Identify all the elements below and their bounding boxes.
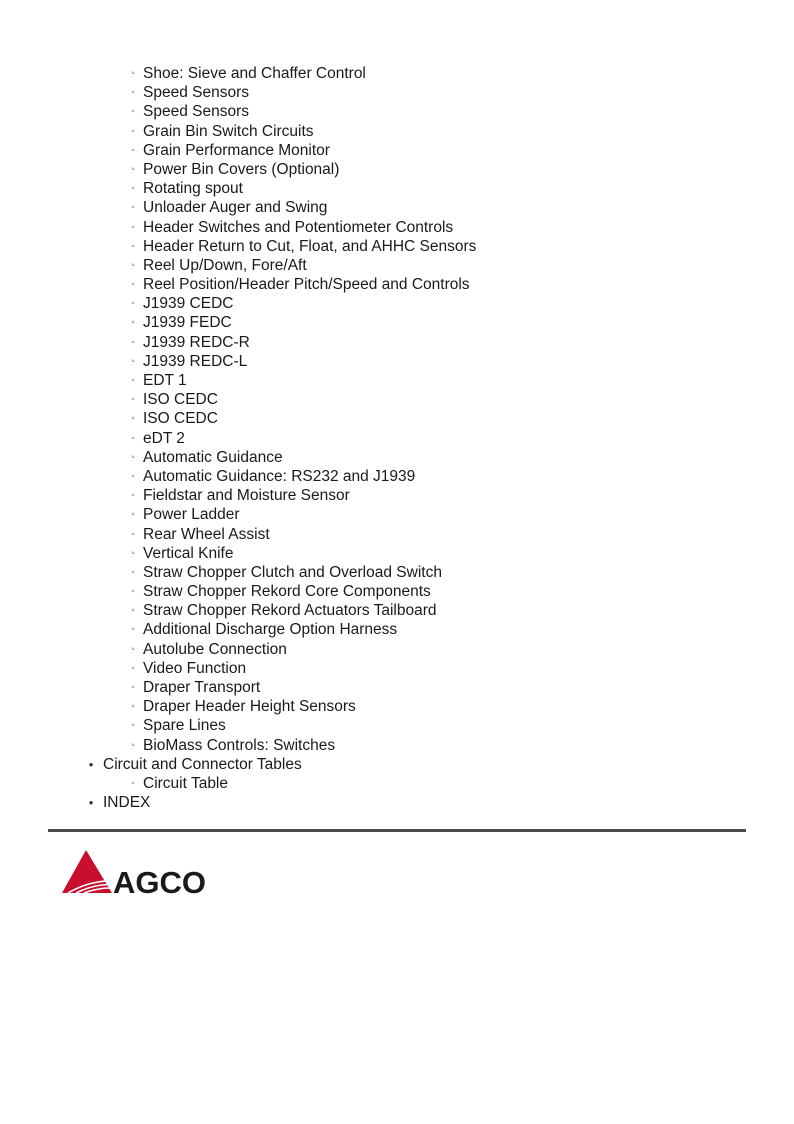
toc-subitem-label[interactable]: Straw Chopper Rekord Core Components: [143, 583, 431, 601]
toc-subitem[interactable]: [0, 544, 794, 563]
toc-subitem-label[interactable]: Video Function: [143, 659, 247, 677]
circle-bullet-icon: ◦: [131, 739, 135, 751]
toc-subitem-label[interactable]: Spare Lines: [143, 717, 226, 735]
circle-bullet-icon: ◦: [131, 470, 135, 482]
circle-bullet-icon: ◦: [131, 490, 135, 502]
toc-subitem[interactable]: [0, 467, 794, 486]
toc-subitem-label[interactable]: Reel Up/Down, Fore/Aft: [143, 256, 307, 274]
toc-subitem[interactable]: [0, 486, 794, 505]
toc-subitem-label[interactable]: Draper Header Height Sensors: [143, 698, 356, 716]
toc-subitem[interactable]: [0, 160, 794, 179]
toc-subitem[interactable]: [0, 640, 794, 659]
toc-subitem-label[interactable]: Speed Sensors: [143, 84, 249, 102]
toc-subitem[interactable]: [0, 697, 794, 716]
agco-logo: [62, 850, 234, 896]
circle-bullet-icon: ◦: [131, 87, 135, 99]
toc-subitem-label[interactable]: Reel Position/Header Pitch/Speed and Controls: [143, 276, 470, 294]
toc-subitem[interactable]: [0, 102, 794, 121]
circle-bullet-icon: ◦: [131, 662, 135, 674]
section-list: [0, 755, 794, 813]
circle-bullet-icon: ◦: [131, 394, 135, 406]
toc-subitem[interactable]: [0, 429, 794, 448]
toc-subitem-label[interactable]: Rotating spout: [143, 180, 243, 198]
toc-subitem[interactable]: [0, 371, 794, 390]
toc-subitem[interactable]: [0, 294, 794, 313]
toc-subitem-label[interactable]: Power Ladder: [143, 506, 240, 524]
toc-subitem[interactable]: [0, 678, 794, 697]
circle-bullet-icon: ◦: [131, 624, 135, 636]
toc-subitem[interactable]: [0, 179, 794, 198]
circle-bullet-icon: ◦: [131, 777, 135, 789]
toc-item-label[interactable]: INDEX: [103, 794, 151, 812]
toc-subitem[interactable]: [0, 313, 794, 332]
circle-bullet-icon: ◦: [131, 336, 135, 348]
toc-subitem[interactable]: [0, 390, 794, 409]
circle-bullet-icon: ◦: [131, 413, 135, 425]
toc-subitem-label[interactable]: ISO CEDC: [143, 410, 218, 428]
toc-subitem[interactable]: [0, 333, 794, 352]
toc-subitem-label[interactable]: EDT 1: [143, 372, 187, 389]
toc-subitem-label[interactable]: Straw Chopper Clutch and Overload Switch: [143, 563, 442, 581]
toc-subitem[interactable]: [0, 601, 794, 620]
bullet-icon: •: [88, 756, 94, 772]
toc-subitem-label[interactable]: Shoe: Sieve and Chaffer Control: [143, 65, 366, 82]
toc-subitem-label[interactable]: Grain Performance Monitor: [143, 141, 330, 159]
circle-bullet-icon: ◦: [131, 432, 135, 444]
circle-bullet-icon: ◦: [131, 701, 135, 713]
agco-logo-mark: [62, 850, 112, 893]
toc-subitem-label[interactable]: J1939 REDC-L: [143, 352, 248, 370]
table-of-contents: [0, 64, 794, 812]
circle-bullet-icon: ◦: [131, 259, 135, 271]
toc-subitem[interactable]: [0, 620, 794, 639]
circle-bullet-icon: ◦: [131, 106, 135, 118]
toc-subitem-label[interactable]: J1939 FEDC: [143, 314, 232, 332]
toc-subitem-label[interactable]: Additional Discharge Option Harness: [143, 621, 398, 639]
circle-bullet-icon: ◦: [131, 240, 135, 252]
toc-subitem-label[interactable]: Header Switches and Potentiometer Controls: [143, 218, 454, 236]
circle-bullet-icon: ◦: [131, 298, 135, 310]
toc-subitem[interactable]: [0, 122, 794, 141]
toc-item-circuit-tables[interactable]: [0, 755, 794, 793]
toc-subitem-label[interactable]: eDT 2: [143, 429, 185, 447]
toc-subitem[interactable]: [0, 505, 794, 524]
toc-subitem[interactable]: [0, 198, 794, 217]
toc-subitem-label[interactable]: Fieldstar and Moisture Sensor: [143, 487, 350, 505]
toc-subitem[interactable]: [0, 448, 794, 467]
toc-subitem-label[interactable]: Automatic Guidance: RS232 and J1939: [143, 467, 416, 485]
toc-subitem[interactable]: [0, 563, 794, 582]
circle-bullet-icon: ◦: [131, 643, 135, 655]
toc-subitem-label[interactable]: Circuit Table: [143, 774, 229, 792]
circle-bullet-icon: ◦: [131, 144, 135, 156]
circle-bullet-icon: ◦: [131, 125, 135, 137]
toc-subitem-label[interactable]: J1939 REDC-R: [143, 333, 250, 351]
circle-bullet-icon: ◦: [131, 720, 135, 732]
toc-subitem[interactable]: [0, 256, 794, 275]
subsection-list: [0, 64, 794, 755]
circle-bullet-icon: ◦: [131, 183, 135, 195]
toc-subitem-label[interactable]: Automatic Guidance: [143, 448, 283, 466]
circle-bullet-icon: ◦: [131, 317, 135, 329]
circle-bullet-icon: ◦: [131, 68, 135, 79]
circle-bullet-icon: ◦: [131, 375, 135, 386]
toc-subitem[interactable]: [0, 659, 794, 678]
toc-subitem[interactable]: [0, 352, 794, 371]
toc-subitem-label[interactable]: BioMass Controls: Switches: [143, 736, 336, 754]
toc-subitem[interactable]: [0, 83, 794, 102]
toc-subitem-label[interactable]: Header Return to Cut, Float, and AHHC Sensors: [143, 237, 477, 255]
toc-subitem-label[interactable]: ISO CEDC: [143, 391, 218, 409]
toc-subitem-label[interactable]: Draper Transport: [143, 679, 261, 696]
toc-subitem[interactable]: [0, 774, 794, 793]
toc-item-index[interactable]: [0, 793, 794, 812]
toc-subitem[interactable]: [0, 409, 794, 428]
toc-subitem[interactable]: [0, 218, 794, 237]
toc-subitem[interactable]: [0, 141, 794, 160]
toc-subitem[interactable]: [0, 736, 794, 755]
toc-subitem[interactable]: [0, 582, 794, 601]
circle-bullet-icon: ◦: [131, 451, 135, 463]
circle-bullet-icon: ◦: [131, 279, 135, 291]
toc-subitem[interactable]: [0, 275, 794, 294]
agco-logo-wordmark: AGCO: [113, 865, 206, 896]
circle-bullet-icon: ◦: [131, 566, 135, 578]
toc-item-label[interactable]: Circuit and Connector Tables: [103, 755, 302, 773]
toc-subitem-label[interactable]: Grain Bin Switch Circuits: [143, 122, 314, 140]
circle-bullet-icon: ◦: [131, 547, 135, 559]
circle-bullet-icon: ◦: [131, 221, 135, 233]
toc-subitem-label[interactable]: Autolube Connection: [143, 640, 287, 658]
toc-subitem[interactable]: [0, 237, 794, 256]
circle-bullet-icon: ◦: [131, 586, 135, 598]
toc-subitem-label[interactable]: Rear Wheel Assist: [143, 525, 270, 543]
toc-subitem-label[interactable]: Speed Sensors: [143, 103, 249, 121]
circle-bullet-icon: ◦: [131, 163, 135, 175]
circle-bullet-icon: ◦: [131, 605, 135, 617]
toc-subitem-label[interactable]: Unloader Auger and Swing: [143, 199, 328, 217]
toc-subitem[interactable]: [0, 64, 794, 83]
toc-subitem-label[interactable]: Power Bin Covers (Optional): [143, 160, 340, 178]
circle-bullet-icon: ◦: [131, 202, 135, 214]
circle-bullet-icon: ◦: [131, 682, 135, 693]
toc-subitem-label[interactable]: Vertical Knife: [143, 544, 234, 562]
toc-subitem-label[interactable]: J1939 CEDC: [143, 295, 234, 313]
footer-divider: [48, 829, 746, 832]
toc-subitem-label[interactable]: Straw Chopper Rekord Actuators Tailboard: [143, 602, 437, 620]
circuit-tables-subsection-list: [0, 774, 794, 793]
bullet-icon: •: [88, 795, 94, 811]
circle-bullet-icon: ◦: [131, 355, 135, 367]
toc-subitem[interactable]: [0, 716, 794, 735]
toc-subitem[interactable]: [0, 525, 794, 544]
circle-bullet-icon: ◦: [131, 528, 135, 540]
circle-bullet-icon: ◦: [131, 509, 135, 521]
